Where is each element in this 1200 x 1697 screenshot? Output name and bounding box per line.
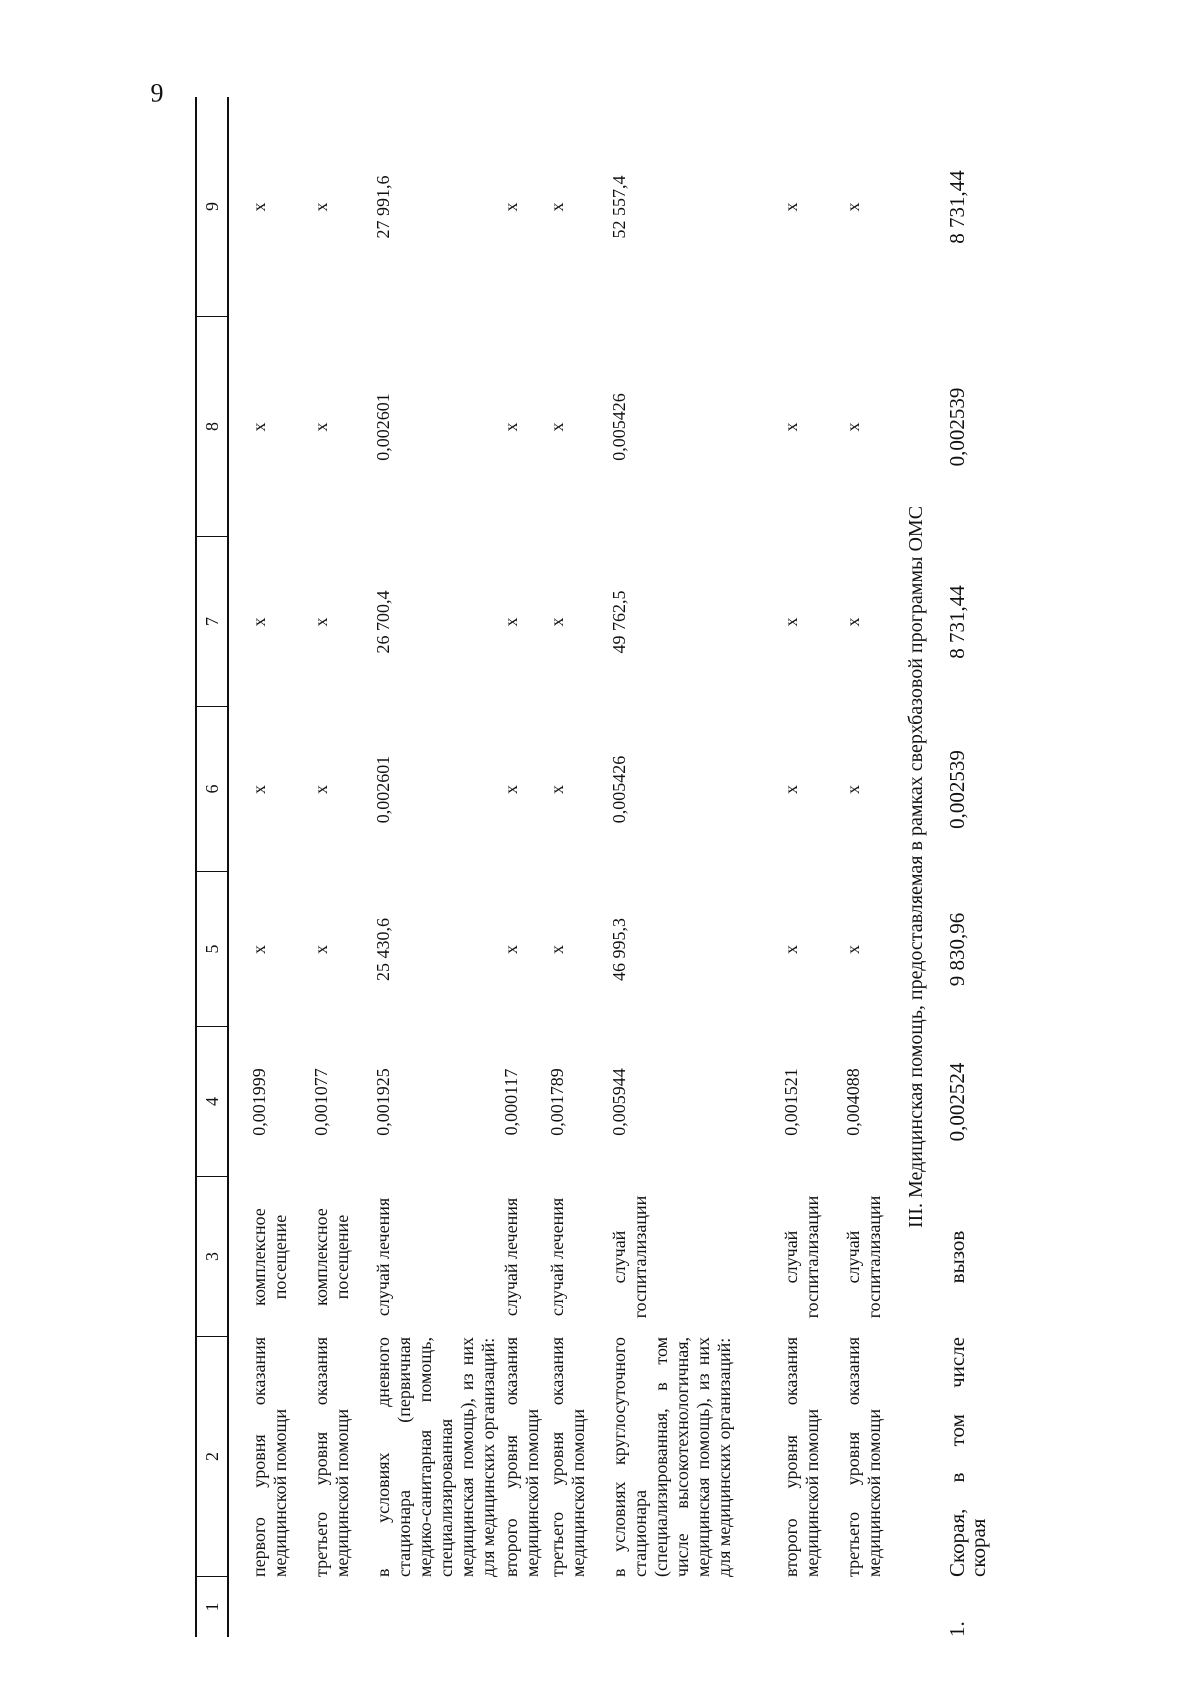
table-row xyxy=(947,97,997,1637)
table-cell: 0,002601 xyxy=(373,755,393,824)
table-cell: х xyxy=(311,617,331,627)
table-cell: случай лечения xyxy=(547,1197,567,1317)
table-cell: 0,002524 xyxy=(945,1062,969,1142)
table-cell: 8 731,44 xyxy=(945,585,969,659)
table-cell: третьего уровня оказания медицинской помощи xyxy=(311,1337,352,1577)
table-cell: х xyxy=(547,202,567,212)
table-cell: комплексное посещение xyxy=(249,1208,290,1306)
table-cell: х xyxy=(843,202,863,212)
column-header-row xyxy=(195,97,229,1637)
column-header: 9 xyxy=(197,97,227,317)
section-title: III. Медицинская помощь, предоставляемая в рамках сверхбазовой программы ОМС xyxy=(905,505,927,1229)
table-cell: х xyxy=(781,945,801,954)
table-cell: 46 995,3 xyxy=(609,918,629,981)
table-cell: третьего уровня оказания медицинской помощи xyxy=(843,1337,884,1577)
table-cell: 26 700,4 xyxy=(373,590,393,654)
table-cell: 0,001789 xyxy=(547,1068,567,1136)
table-cell: х xyxy=(501,422,521,432)
table-cell: 9 830,96 xyxy=(945,912,969,987)
table-cell: вызов xyxy=(945,1230,969,1284)
table-cell: 0,005944 xyxy=(609,1068,629,1136)
table-cell: первого уровня оказания медицинской помощи xyxy=(249,1337,290,1577)
table-cell: случай лечения xyxy=(501,1197,521,1317)
table-cell: случай госпитализации xyxy=(781,1195,822,1319)
table-cell: х xyxy=(547,785,567,794)
table-cell: х xyxy=(249,945,269,954)
column-header: 3 xyxy=(197,1177,227,1337)
table-row xyxy=(501,97,547,1637)
table-cell: 0,000117 xyxy=(501,1068,521,1136)
table-cell: второго уровня оказания медицинской помощи xyxy=(781,1337,822,1577)
column-header: 5 xyxy=(197,872,227,1027)
table-cell: случай госпитализации xyxy=(609,1195,650,1319)
column-header: 7 xyxy=(197,537,227,707)
table-cell: х xyxy=(781,422,801,432)
table-cell: х xyxy=(843,785,863,794)
table-cell: 0,005426 xyxy=(609,393,629,461)
table-cell: Скорая, в том числе скорая xyxy=(945,1337,990,1577)
page-number: 9 xyxy=(150,78,164,108)
data-table xyxy=(195,97,997,1637)
table-cell: х xyxy=(781,202,801,212)
table-cell: 0,002601 xyxy=(373,393,393,461)
table-cell: второго уровня оказания медицинской помощи xyxy=(501,1337,542,1577)
table-cell: х xyxy=(501,785,521,794)
column-header: 2 xyxy=(197,1337,227,1577)
table-cell: случай лечения xyxy=(373,1197,393,1317)
table-row xyxy=(843,97,899,1637)
table-row xyxy=(547,97,609,1637)
table-cell: х xyxy=(249,422,269,432)
table-cell: х xyxy=(249,785,269,794)
column-header: 8 xyxy=(197,317,227,537)
table-row xyxy=(373,97,501,1637)
table-cell: 49 762,5 xyxy=(609,590,629,654)
table-cell: х xyxy=(311,785,331,794)
table-cell: х xyxy=(547,945,567,954)
table-cell: в условиях круглосуточного стационара (специализированная, в том числе высокотехнологичная, медицинская помощь), из них для медицинских организаций: xyxy=(609,1337,734,1577)
table-cell: 0,002539 xyxy=(945,750,969,829)
column-header: 6 xyxy=(197,707,227,872)
table-cell: х xyxy=(311,422,331,432)
table-cell: 0,001077 xyxy=(311,1068,331,1136)
table-cell: третьего уровня оказания медицинской помощи xyxy=(547,1337,588,1577)
table-cell: 0,004088 xyxy=(843,1068,863,1136)
table-cell: х xyxy=(249,202,269,212)
table-cell: 27 991,6 xyxy=(373,175,393,239)
table-cell: х xyxy=(843,945,863,954)
table-cell: х xyxy=(547,617,567,627)
table-cell: х xyxy=(311,202,331,212)
table-cell: 0,001521 xyxy=(781,1068,801,1136)
table-cell: х xyxy=(843,617,863,627)
table-cell: случай госпитализации xyxy=(843,1195,884,1319)
table-cell: 25 430,6 xyxy=(373,918,393,981)
table-cell: х xyxy=(781,785,801,794)
table-cell: х xyxy=(311,945,331,954)
table-cell: х xyxy=(781,617,801,627)
table-row xyxy=(311,97,373,1637)
table-cell: 0,002539 xyxy=(945,387,969,467)
table-cell: 8 731,44 xyxy=(945,170,969,244)
column-header: 1 xyxy=(202,1602,222,1612)
table-row xyxy=(781,97,843,1637)
table-cell: х xyxy=(843,422,863,432)
table-cell: 52 557,4 xyxy=(609,175,629,239)
table-cell: х xyxy=(501,617,521,627)
table-cell: комплексное посещение xyxy=(311,1208,352,1306)
table-row xyxy=(249,97,311,1637)
table-row xyxy=(609,97,781,1637)
table-cell: х xyxy=(249,617,269,627)
table-cell: 0,001925 xyxy=(373,1068,393,1136)
column-header: 4 xyxy=(197,1027,227,1177)
table-cell: в условиях дневного стационара (первичная медико-санитарная помощь, специализированная медицинская помощь), из них для медицинских организаций: xyxy=(373,1337,498,1577)
table-cell: 0,005426 xyxy=(609,755,629,824)
table-cell: 1. xyxy=(945,1621,969,1637)
table-cell: 0,001999 xyxy=(249,1068,269,1136)
table-cell: х xyxy=(547,422,567,432)
table-cell: х xyxy=(501,202,521,212)
table-cell: х xyxy=(501,945,521,954)
